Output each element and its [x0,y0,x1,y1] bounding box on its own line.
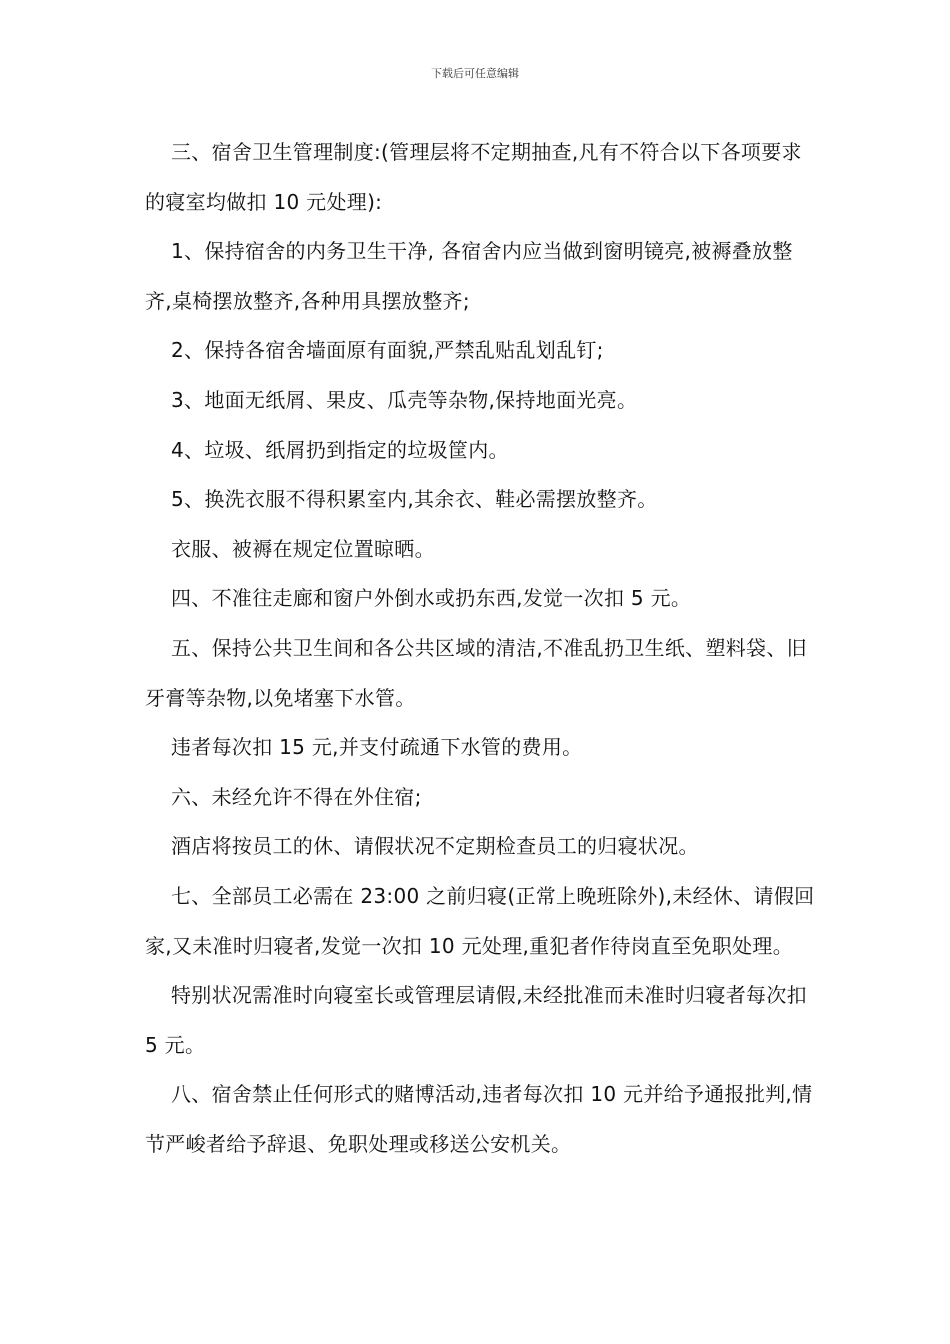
paragraph: 3、地面无纸屑、果皮、瓜壳等杂物,保持地面光亮。 [171,387,638,412]
paragraph: 六、未经允许不得在外住宿; [171,784,422,809]
paragraph: 2、保持各宿舍墙面原有面貌,严禁乱贴乱划乱钉; [171,338,604,363]
paragraph: 五、保持公共卫生间和各公共区域的清洁,不准乱扔卫生纸、塑料袋、旧牙膏等杂物,以免堵塞下水管。 [145,635,807,710]
paragraph: 4、垃圾、纸屑扔到指定的垃圾筐内。 [171,437,509,462]
paragraph: 酒店将按员工的休、请假状况不定期检查员工的归寝状况。 [171,834,699,859]
paragraph: 特别状况需准时向寝室长或管理层请假,未经批准而未准时归寝者每次扣 5 元。 [145,983,807,1057]
paragraph: 5、换洗衣服不得积累室内,其余衣、鞋必需摆放整齐。 [171,487,658,512]
paragraph: 四、不准往走廊和窗户外倒水或扔东西,发觉一次扣 5 元。 [171,586,692,611]
paragraph: 1、保持宿舍的内务卫生干净, 各宿舍内应当做到窗明镜亮,被褥叠放整齐,桌椅摆放整齐,各种用具摆放整齐; [145,239,793,313]
paragraph: 衣服、被褥在规定位置晾晒。 [171,536,435,561]
paragraph: 三、宿舍卫生管理制度:(管理层将不定期抽查,凡有不符合以下各项要求的寝室均做扣 10 元处理): [145,140,802,214]
paragraph: 违者每次扣 15 元,并支付疏通下水管的费用。 [171,735,583,760]
paragraph: 八、宿舍禁止任何形式的赌博活动,违者每次扣 10 元并给予通报批判,情节严峻者给予辞退、免职处理或移送公安机关。 [145,1082,813,1156]
paragraph: 七、全部员工必需在 23:00 之前归寝(正常上晚班除外),未经休、请假回家,又未准时归寝者,发觉一次扣 10 元处理,重犯者作待岗直至免职处理。 [145,883,815,958]
document-body [145,128,815,1169]
page-header: 下载后可任意编辑 [431,67,519,80]
